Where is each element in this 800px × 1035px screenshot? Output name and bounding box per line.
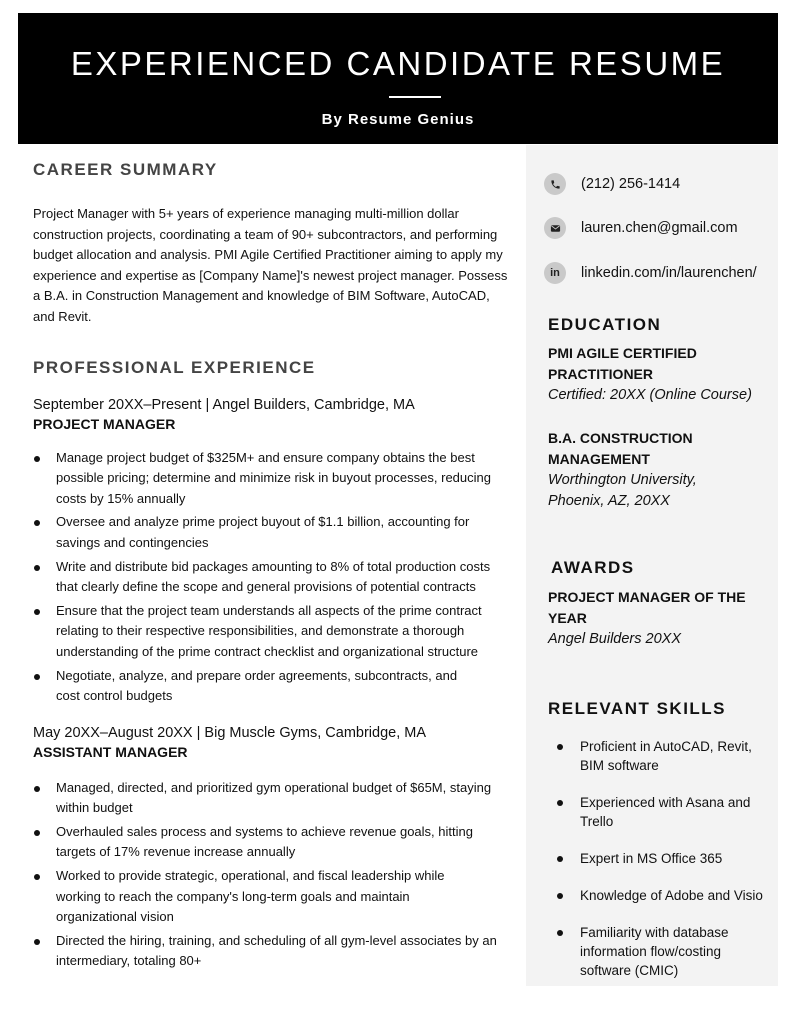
- email-link[interactable]: lauren.chen@gmail.com: [581, 220, 738, 236]
- job-bullet: Manage project budget of $325M+ and ensure company obtains the best possible pricing; determine and minimize risk in buyout processes, reducing costs by 15% annually: [33, 448, 508, 510]
- career-summary-text: Project Manager with 5+ years of experience managing multi-million dollar construction projects, coordinating a team of 90+ subcontractors, and performing budget allocation and analysis. PMI Agile Certified Practitioner aiming to apply my experience and expertise as [Company Name]'s newest project manager. Possess a B.A. in Construction Management and knowledge of BIM Software, AutoCAD, and Revit.: [33, 206, 508, 324]
- skill-item: Familiarity with database information flow/costing software (CMIC): [548, 923, 776, 980]
- skill-item: Knowledge of Adobe and Visio: [548, 886, 776, 905]
- envelope-icon: [544, 217, 566, 239]
- skill-item: Proficient in AutoCAD, Revit, BIM software: [548, 737, 776, 775]
- career-summary-heading: CAREER SUMMARY: [33, 160, 218, 179]
- job-role: PROJECT MANAGER: [33, 415, 176, 432]
- award-item: [548, 587, 773, 650]
- education-item: [548, 343, 773, 406]
- job-bullet: Negotiate, analyze, and prepare order agreements, subcontracts, and cost control budgets: [33, 666, 508, 707]
- resume-byline: By Resume Genius: [321, 111, 475, 128]
- linkedin-link[interactable]: linkedin.com/in/laurenchen/: [581, 265, 757, 281]
- job-dates-company: May 20XX–August 20XX | Big Muscle Gyms, Cambridge, MA: [33, 724, 427, 741]
- skill-item: Expert in MS Office 365: [548, 849, 776, 868]
- main-column: [33, 160, 508, 975]
- education-detail: Certified: 20XX (Online Course): [548, 387, 752, 403]
- education-heading: EDUCATION: [548, 315, 662, 334]
- job-role: ASSISTANT MANAGER: [33, 743, 188, 760]
- resume-title: EXPERIENCED CANDIDATE RESUME: [70, 45, 726, 82]
- job-bullets: [33, 778, 508, 972]
- job-bullet: Oversee and analyze prime project buyout of $1.1 billion, accounting for savings and contingencies: [33, 512, 508, 553]
- education-section: [548, 315, 773, 512]
- linkedin-icon: in: [544, 262, 566, 284]
- contact-phone: [544, 173, 680, 195]
- skills-section: [548, 699, 776, 980]
- contact-email: [544, 217, 738, 239]
- award-title: PROJECT MANAGER OF THE: [548, 589, 746, 605]
- education-degree: PMI AGILE CERTIFIED: [548, 345, 697, 361]
- resume-header: [18, 13, 778, 144]
- job-bullet: Write and distribute bid packages amounting to 8% of total production costs that clearly define the scope and general provisions of potential contracts: [33, 557, 508, 598]
- award-title: YEAR: [548, 610, 587, 626]
- job-bullet: Directed the hiring, training, and scheduling of all gym-level associates by an intermediary, totaling 80+: [33, 931, 508, 972]
- education-degree: B.A. CONSTRUCTION: [548, 430, 693, 446]
- header-divider: [389, 96, 441, 98]
- job-entry: [33, 725, 508, 972]
- job-bullet: Overhauled sales process and systems to achieve revenue goals, hitting targets of 17% revenue increase annually: [33, 822, 508, 863]
- job-bullet: Worked to provide strategic, operational, and fiscal leadership while working to reach the company's long-term goals and maintain organizational vision: [33, 866, 508, 928]
- education-detail: Phoenix, AZ, 20XX: [548, 493, 670, 509]
- contact-linkedin: [544, 262, 757, 284]
- phone-number: (212) 256-1414: [581, 176, 681, 192]
- awards-heading: AWARDS: [551, 558, 635, 577]
- skills-heading: RELEVANT SKILLS: [548, 699, 727, 718]
- education-item: [548, 428, 773, 512]
- phone-icon: [544, 173, 566, 195]
- award-detail: Angel Builders 20XX: [548, 631, 681, 647]
- education-degree: MANAGEMENT: [548, 451, 650, 467]
- job-bullet: Ensure that the project team understands all aspects of the prime contract relating to their respective responsibilities, and demonstrate a thorough understanding of the prime contract checklist and organizational structure: [33, 601, 508, 663]
- job-dates-company: September 20XX–Present | Angel Builders, Cambridge, MA: [33, 396, 415, 413]
- job-entry: [33, 397, 508, 707]
- skills-list: [548, 737, 776, 980]
- education-degree: PRACTITIONER: [548, 366, 653, 382]
- job-bullets: [33, 448, 508, 707]
- skill-item: Experienced with Asana and Trello: [548, 793, 776, 831]
- education-detail: Worthington University,: [548, 472, 697, 488]
- experience-heading: PROFESSIONAL EXPERIENCE: [33, 357, 316, 377]
- job-bullet: Managed, directed, and prioritized gym operational budget of $65M, staying within budget: [33, 778, 508, 819]
- awards-section: [548, 558, 773, 650]
